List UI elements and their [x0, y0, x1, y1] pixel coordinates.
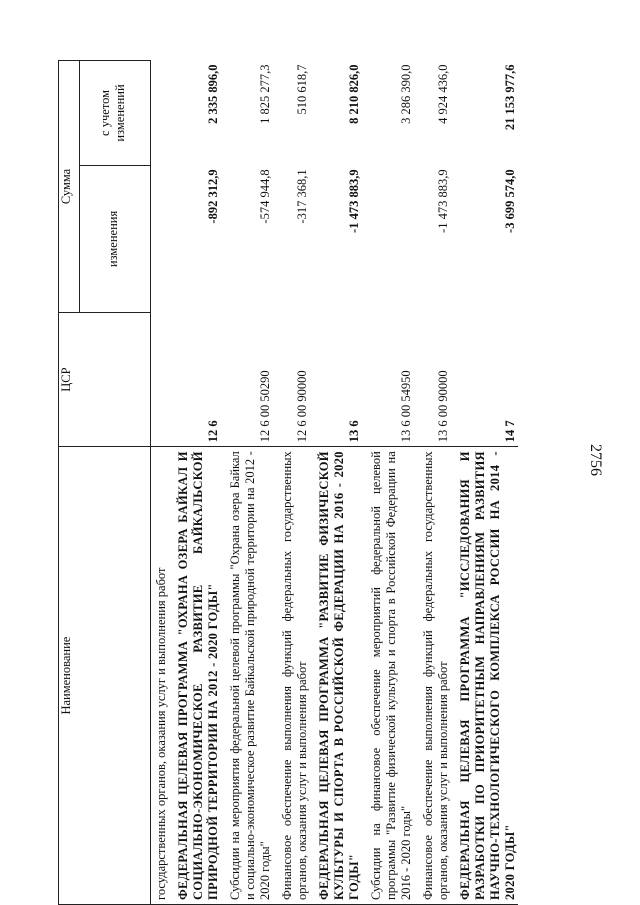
header-with-changes-line2: изменений — [113, 84, 127, 142]
row-csr: 13 6 00 90000 — [436, 370, 450, 443]
row-change — [151, 165, 170, 312]
row-total: 2 335 896,0 — [206, 64, 220, 124]
table-row — [362, 61, 414, 905]
row-csr: 14 7 — [503, 420, 517, 443]
row-total: 8 210 826,0 — [347, 64, 361, 124]
row-csr — [151, 312, 170, 446]
row-name: ФЕДЕРАЛЬНАЯ ЦЕЛЕВАЯ ПРОГРАММА "РАЗВИТИЕ ФИЗИЧЕСКОЙ КУЛЬТУРЫ И СПОРТА В РОССИЙСКОЙ ФЕДЕРАЦИИ НА 2016 - 2020 ГОДЫ" — [310, 447, 362, 905]
row-csr: 13 6 00 54950 — [399, 370, 413, 443]
row-total: 1 825 277,3 — [258, 64, 272, 124]
row-csr: 12 6 00 50290 — [258, 370, 272, 443]
row-name: ФЕДЕРАЛЬНАЯ ЦЕЛЕВАЯ ПРОГРАММА "ОХРАНА ОЗЕРА БАЙКАЛ И СОЦИАЛЬНО-ЭКОНОМИЧЕСКОЕ РАЗВИТИЕ БАЙКАЛЬСКОЙ ПРИРОДНОЙ ТЕРРИТОРИИ НА 2012 - 2020 ГОДЫ" — [169, 447, 221, 905]
table-row — [169, 61, 221, 905]
row-name: государственных органов, оказания услуг и выполнения работ — [151, 447, 170, 905]
row-csr: 13 6 — [347, 420, 361, 443]
row-csr: 12 6 — [206, 420, 220, 443]
header-changes: изменения — [80, 165, 151, 312]
row-change: -317 368,1 — [295, 169, 309, 224]
row-csr: 12 6 00 90000 — [295, 370, 309, 443]
header-with-changes-line1: с учетом — [98, 89, 112, 136]
row-change: -574 944,8 — [258, 169, 272, 224]
row-name: Субсидии на финансовое обеспечение мероприятий федеральной целевой программы "Развитие физической культуры и спорта в Российской Федерации на 2016 - 2020 годы" — [362, 447, 414, 905]
table-row — [310, 61, 362, 905]
row-total — [151, 61, 170, 166]
row-change: -3 699 574,0 — [503, 169, 517, 233]
row-change — [362, 165, 414, 312]
table-row — [451, 61, 518, 905]
row-name: Финансовое обеспечение выполнения функций федеральных государственных органов, оказания услуг и выполнения работ — [414, 447, 451, 905]
table-row — [221, 61, 273, 905]
row-name: Субсидии на мероприятия федеральной целевой программы "Охрана озера Байкал и социально-экономическое развитие Байкальской природной территории на 2012 - 2020 годы" — [221, 447, 273, 905]
row-total: 21 153 977,6 — [503, 64, 517, 131]
header-csr: ЦСР — [59, 312, 151, 446]
row-change: -1 473 883,9 — [436, 169, 450, 233]
row-total: 4 924 436,0 — [436, 64, 450, 124]
table-row — [273, 61, 310, 905]
page-number: 2756 — [587, 444, 604, 476]
row-change: -1 473 883,9 — [347, 169, 361, 233]
budget-table — [58, 60, 518, 905]
row-name: Финансовое обеспечение выполнения функций федеральных государственных органов, оказания услуг и выполнения работ — [273, 447, 310, 905]
row-name: ФЕДЕРАЛЬНАЯ ЦЕЛЕВАЯ ПРОГРАММА "ИССЛЕДОВАНИЯ И РАЗРАБОТКИ ПО ПРИОРИТЕТНЫМ НАПРАВЛЕНИЯМ РАЗВИТИЯ НАУЧНО-ТЕХНОЛОГИЧЕСКОГО КОМПЛЕКСА РОССИИ НА 2014 - 2020 ГОДЫ" — [451, 447, 518, 905]
header-with-changes — [80, 61, 151, 166]
table-row — [414, 61, 451, 905]
header-name: Наименование — [59, 447, 151, 905]
header-sum: Сумма — [59, 61, 80, 313]
row-total: 3 286 390,0 — [399, 64, 413, 124]
budget-table-wrapper — [58, 60, 568, 905]
table-row — [151, 61, 170, 905]
row-total: 510 618,7 — [295, 64, 309, 115]
row-change: -892 312,9 — [206, 169, 220, 224]
